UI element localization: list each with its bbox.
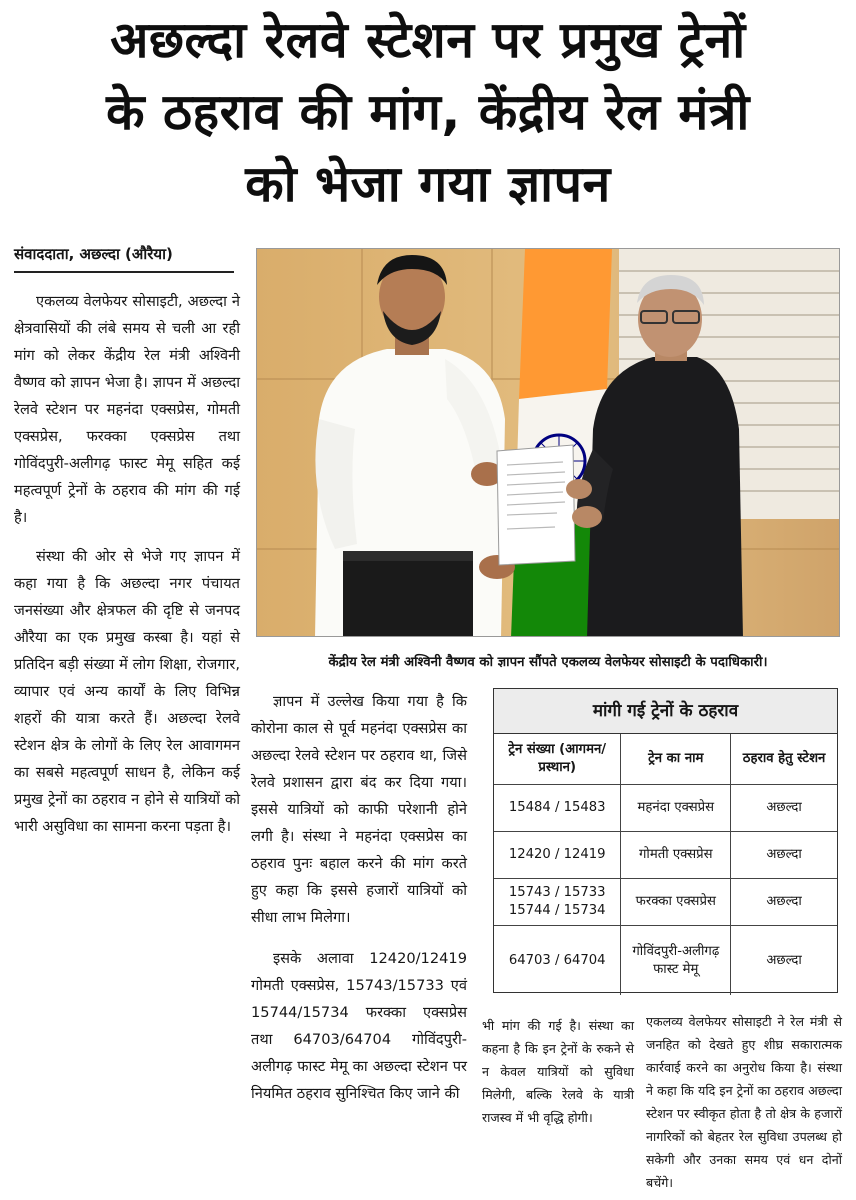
- article-column-3: [482, 1014, 634, 1129]
- col3-paragraph: भी मांग की गई है। संस्था का कहना है कि इन ट्रेनों के रुकने से न केवल यात्रियों को सुविधा मिलेगी, बल्कि रेलवे के यात्री राजस्व में भी वृद्धि होगी।: [482, 1018, 634, 1125]
- table-header-train-name: ट्रेन का नाम: [621, 734, 731, 785]
- station-cell: अछल्दा: [731, 832, 837, 879]
- photo-caption: केंद्रीय रेल मंत्री अश्विनी वैष्णव को ज्ञापन सौंपते एकलव्य वेलफेयर सोसाइटी के पदाधिकारी।: [328, 655, 768, 670]
- train-number-cell: 15484 / 15483: [494, 785, 621, 832]
- headline-line-2: के ठहराव की मांग, केंद्रीय रेल मंत्री: [106, 83, 750, 141]
- col2-paragraph-1: ज्ञापन में उल्लेख किया गया है कि कोरोना काल से पूर्व महनंदा एक्सप्रेस का अछल्दा रेलवे स्टेशन पर ठहराव था, जिसे रेलवे प्रशासन द्वारा बंद कर दिया गया। इससे यात्रियों को काफी परेशानी होने लगी है। संस्था ने महनंदा एक्सप्रेस का ठहराव पुनः बहाल करने की मांग करते हुए कहा कि इससे हजारों यात्रियों को सीधा लाभ मिलेगा।: [251, 693, 467, 926]
- table-header-station: ठहराव हेतु स्टेशन: [731, 734, 837, 785]
- article-column-2: [251, 688, 467, 1107]
- col4-paragraph: एकलव्य वेलफेयर सोसाइटी ने रेल मंत्री से जनहित को देखते हुए शीघ्र सकारात्मक कार्रवाई करने का अनुरोध किया है। संस्था ने कहा कि यदि इन ट्रेनों का ठहराव अछल्दा स्टेशन पर स्वीकृत होता है तो क्षेत्र के हजारों नागरिकों को बेहतर रेल सुविधा उपलब्ध हो सकेगी और उनका समय एवं धन दोनों बचेंगे।: [646, 1014, 842, 1190]
- news-photo: [256, 248, 840, 637]
- table-header-train-number: ट्रेन संख्या (आगमन/प्रस्थान): [494, 734, 621, 785]
- photo-illustration: [257, 249, 840, 637]
- train-name-cell: गोमती एक्सप्रेस: [621, 832, 731, 879]
- train-name-cell: महनंदा एक्सप्रेस: [621, 785, 731, 832]
- table-row: [494, 832, 837, 879]
- station-cell: अछल्दा: [731, 926, 837, 996]
- table-row: [494, 785, 837, 832]
- byline: संवाददाता, अछल्दा (औरैया): [14, 244, 234, 273]
- table-row: [494, 879, 837, 926]
- train-number-cell: 64703 / 64704: [494, 926, 621, 996]
- headline-line-3: को भेजा गया ज्ञापन: [245, 155, 611, 213]
- headline: [0, 4, 856, 220]
- trains-table: [493, 688, 838, 993]
- station-cell: अछल्दा: [731, 879, 837, 926]
- train-name-cell: फरक्का एक्सप्रेस: [621, 879, 731, 926]
- col1-paragraph-1: एकलव्य वेलफेयर सोसाइटी, अछल्दा ने क्षेत्रवासियों की लंबे समय से चली आ रही मांग को लेकर केंद्रीय रेल मंत्री अश्विनी वैष्णव को ज्ञापन भेजा है। ज्ञापन में अछल्दा रेलवे स्टेशन पर महनंदा एक्सप्रेस, गोमती एक्सप्रेस, फरक्का एक्सप्रेस तथा गोविंदपुरी-अलीगढ़ फास्ट मेमू सहित कई महत्वपूर्ण ट्रेनों के ठहराव की मांग की गई है।: [14, 293, 240, 526]
- station-cell: अछल्दा: [731, 785, 837, 832]
- headline-line-1: अछल्दा रेलवे स्टेशन पर प्रमुख ट्रेनों: [110, 11, 746, 69]
- col1-paragraph-2: संस्था की ओर से भेजे गए ज्ञापन में कहा गया है कि अछल्दा नगर पंचायत जनसंख्या और क्षेत्रफल की दृष्टि से जनपद औरैया का एक प्रमुख कस्बा है। यहां से प्रतिदिन बड़ी संख्या में लोग शिक्षा, रोजगार, व्यापार एवं अन्य कार्यों के लिए विभिन्न शहरों की यात्रा करते हैं। अछल्दा रेलवे स्टेशन क्षेत्र के लोगों के लिए रेल आवागमन का सबसे महत्वपूर्ण साधन है, लेकिन कई प्रमुख ट्रेनों का ठहराव न होने से यात्रियों को भारी असुविधा का सामना करना पड़ता है।: [14, 548, 240, 835]
- train-name-cell: गोविंदपुरी-अलीगढ़ फास्ट मेमू: [621, 926, 731, 996]
- table-row: [494, 926, 837, 996]
- train-number-cell: 15743 / 15733 15744 / 15734: [494, 879, 621, 926]
- train-number-cell: 12420 / 12419: [494, 832, 621, 879]
- article-column-4: [646, 1010, 842, 1194]
- article-column-1: [14, 288, 240, 840]
- col2-paragraph-2: इसके अलावा 12420/12419 गोमती एक्सप्रेस, 15743/15733 एवं 15744/15734 फरक्का एक्सप्रेस तथा 64703/64704 गोविंदपुरी-अलीगढ़ फास्ट मेमू का अछल्दा स्टेशन पर नियमित ठहराव सुनिश्चित किए जाने की: [251, 950, 467, 1102]
- table-title: मांगी गई ट्रेनों के ठहराव: [494, 689, 837, 734]
